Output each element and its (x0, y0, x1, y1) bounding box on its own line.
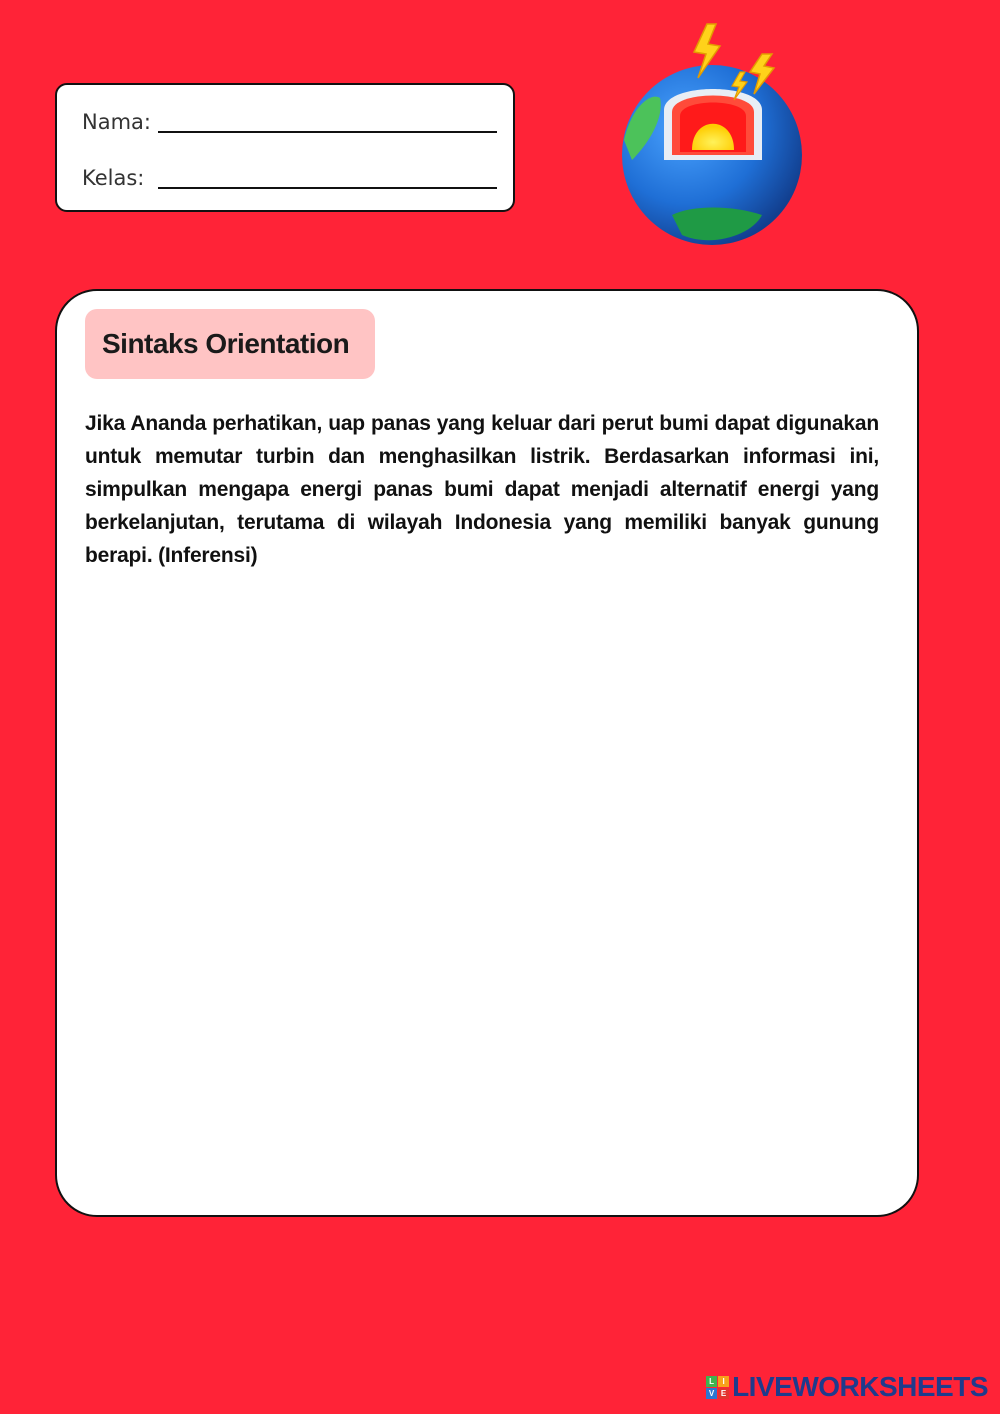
name-label: Nama: (82, 110, 151, 134)
student-info-box (55, 83, 515, 212)
logo-letter: I (718, 1376, 729, 1387)
earth-core-lightning-icon (612, 20, 812, 250)
logo-letter: V (706, 1388, 717, 1399)
class-label: Kelas: (82, 166, 145, 190)
section-title: Sintaks Orientation (85, 309, 375, 379)
name-row (82, 107, 497, 135)
liveworksheets-icon (706, 1376, 729, 1399)
question-card (55, 289, 919, 1217)
name-input-line[interactable] (158, 107, 497, 133)
class-row (82, 163, 497, 191)
brand-name: LIVEWORKSHEETS (732, 1371, 988, 1402)
logo-letter: L (706, 1376, 717, 1387)
class-input-line[interactable] (158, 163, 497, 189)
answer-area[interactable] (85, 581, 889, 1175)
question-text: Jika Ananda perhatikan, uap panas yang keluar dari perut bumi dapat digunakan untuk memutar turbin dan menghasilkan listrik. Berdasarkan informasi ini, simpulkan mengapa energi panas bumi dapat menjadi alternatif energi yang berkelanjutan, terutama di wilayah Indonesia yang memiliki banyak gunung berapi. (Inferensi) (85, 412, 879, 567)
liveworksheets-logo[interactable] (706, 1372, 988, 1402)
logo-letter: E (718, 1388, 729, 1399)
